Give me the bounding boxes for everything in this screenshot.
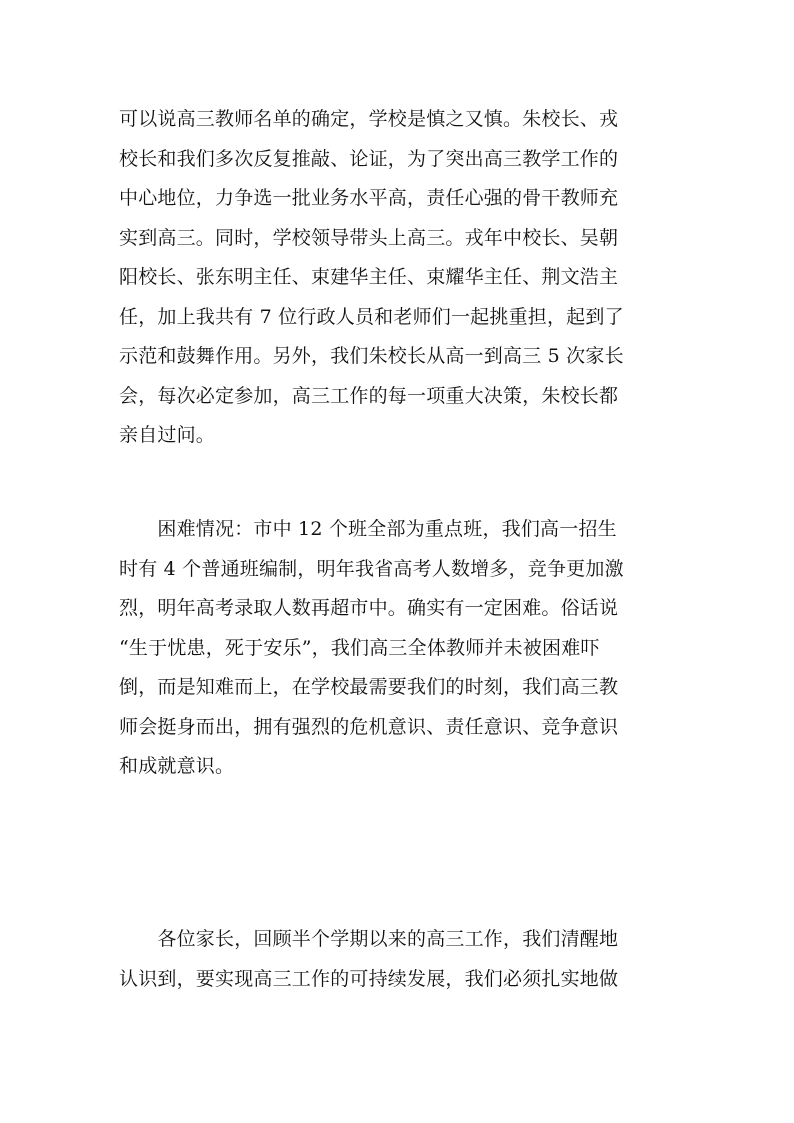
paragraph-1-line-3: 中心地位，力争选一批业务水平高，责任心强的骨干教师充 bbox=[119, 187, 619, 209]
paragraph-1-line-2: 校长和我们多次反复推敲、论证，为了突出高三教学工作的 bbox=[119, 148, 619, 170]
paragraph-2-line-3: 烈，明年高考录取人数再超市中。确实有一定困难。俗话说 bbox=[119, 597, 619, 619]
paragraph-1-line-6: 任，加上我共有 7 位行政人员和老师们一起挑重担，起到了 bbox=[119, 306, 624, 328]
paragraph-3-line-1: 各位家长，回顾半个学期以来的高三工作，我们清醒地 bbox=[119, 928, 619, 950]
paragraph-1-line-7: 示范和鼓舞作用。另外，我们朱校长从高一到高三 5 次家长 bbox=[119, 345, 624, 367]
paragraph-1-line-9: 亲自过问。 bbox=[119, 424, 216, 446]
paragraph-2-line-7: 和成就意识。 bbox=[119, 755, 235, 777]
paragraph-2-line-4: “生于忧患，死于安乐”，我们高三全体教师并未被困难吓 bbox=[119, 637, 600, 659]
paragraph-2-line-5: 倒，而是知难而上，在学校最需要我们的时刻，我们高三教 bbox=[119, 676, 619, 698]
paragraph-2-line-6: 师会挺身而出，拥有强烈的危机意识、责任意识、竞争意识 bbox=[119, 716, 619, 738]
paragraph-1-line-4: 实到高三。同时，学校领导带头上高三。戎年中校长、吴朝 bbox=[119, 227, 619, 249]
paragraph-2-line-2: 时有 4 个普通班编制，明年我省高考人数增多，竞争更加激 bbox=[119, 558, 624, 580]
paragraph-1-line-8: 会，每次必定参加，高三工作的每一项重大决策，朱校长都 bbox=[119, 385, 619, 407]
paragraph-2-line-1: 困难情况：市中 12 个班全部为重点班，我们高一招生 bbox=[119, 518, 617, 540]
paragraph-1-line-1: 可以说高三教师名单的确定，学校是慎之又慎。朱校长、戎 bbox=[119, 108, 619, 130]
paragraph-3-line-2: 认识到，要实现高三工作的可持续发展，我们必须扎实地做 bbox=[119, 968, 619, 990]
paragraph-1-line-5: 阳校长、张东明主任、束建华主任、束耀华主任、荆文浩主 bbox=[119, 266, 619, 288]
